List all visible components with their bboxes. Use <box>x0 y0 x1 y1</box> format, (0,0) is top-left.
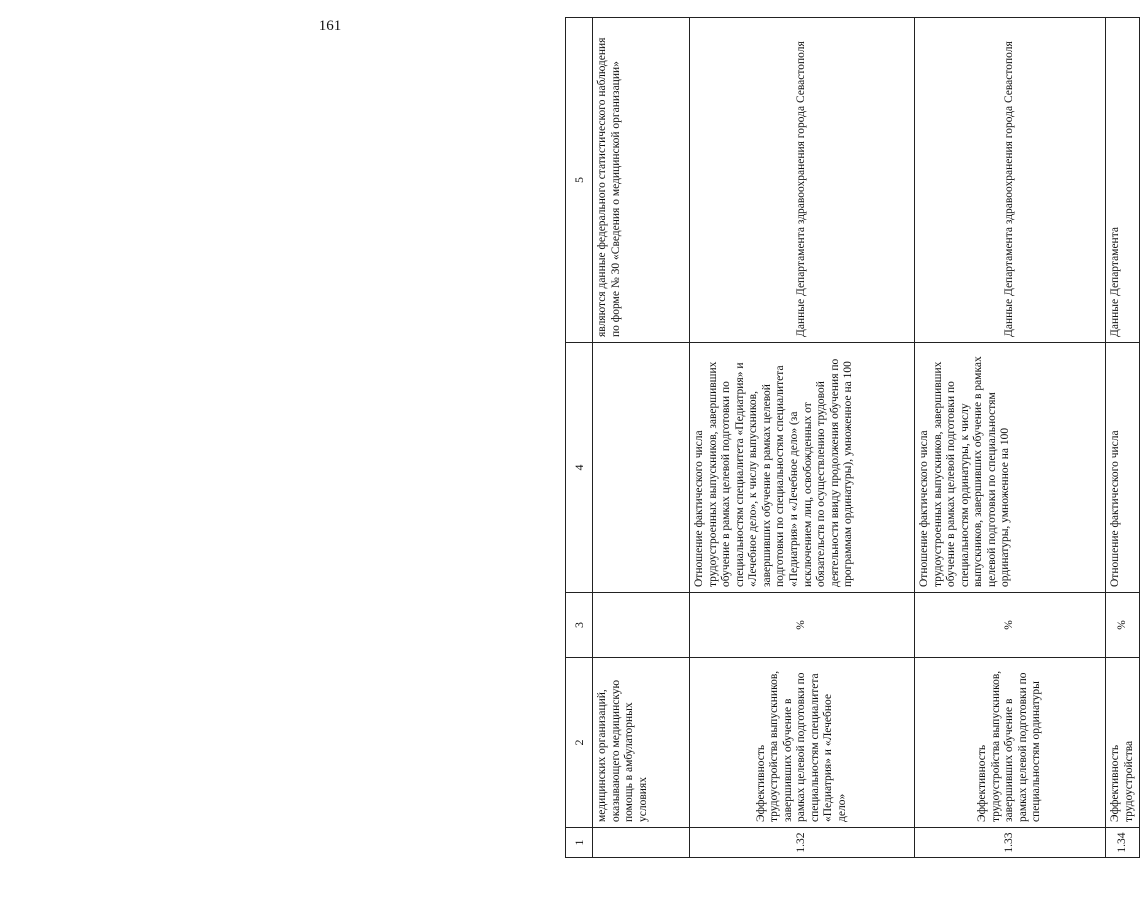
method-cell: Отношение фактического числа трудоустроенных выпускников, завершивших обучение в рамках целевой подготовки по специальностям ординатуры, к числу выпускников, завершивших обучение в рамках целевой подготовки по специальностям ординатуры, умноженное на 100 <box>915 343 1106 593</box>
source-cell: являются данные федерального статистического наблюдения по форме № 30 «Сведения о медицинской организации» <box>593 18 690 343</box>
header-cell-1: 1 <box>566 828 593 858</box>
unit-cell: % <box>690 593 915 658</box>
unit-cell: % <box>1106 593 1140 658</box>
row-number <box>593 828 690 858</box>
header-cell-4: 4 <box>566 343 593 593</box>
indicator-name: Эффективность трудоустройства выпускников, завершивших обучение в рамках целевой подготовки по специальностям ординатуры <box>915 658 1106 828</box>
table-row <box>690 18 915 858</box>
method-cell: Отношение фактического числа трудоустроенных выпускников, завершивших обучение в рамках целевой подготовки по специальностям специалитета «Педиатрия» и «Лечебное дело», к числу выпускников, завершивших обучение в рамках целевой подготовки по специальностям специалитета «Педиатрия» и «Лечебное дело» (за исключением лиц, освобожденных от обязательств по осуществлению трудовой деятельности ввиду продолжения обучения по программам ординатуры), умноженное на 100 <box>690 343 915 593</box>
indicator-name: медицинских организаций, оказывающего медицинскую помощь в амбулаторных условиях <box>593 658 690 828</box>
page-number: 161 <box>318 18 342 34</box>
header-cell-5: 5 <box>566 18 593 343</box>
source-cell: Данные Департамента здравоохранения города Севастополя <box>690 18 915 343</box>
table-row <box>1106 18 1140 858</box>
indicator-name: Эффективность трудоустройства выпускников, завершивших обучение в рамках целевой подготовки по специальностям специалитета «Педиатрия» и «Лечебное дело» <box>690 658 915 828</box>
rotated-table-container <box>565 18 1135 858</box>
indicator-name: Эффективность трудоустройства <box>1106 658 1140 828</box>
header-cell-3: 3 <box>566 593 593 658</box>
indicators-table <box>565 17 1140 858</box>
unit-cell: % <box>915 593 1106 658</box>
table-row <box>593 18 690 858</box>
table-row <box>915 18 1106 858</box>
header-cell-2: 2 <box>566 658 593 828</box>
row-number: 1.33 <box>915 828 1106 858</box>
table-header-row <box>566 18 593 858</box>
row-number: 1.32 <box>690 828 915 858</box>
source-cell: Данные Департамента здравоохранения города Севастополя <box>915 18 1106 343</box>
row-number: 1.34 <box>1106 828 1140 858</box>
unit-cell <box>593 593 690 658</box>
method-cell: Отношение фактического числа <box>1106 343 1140 593</box>
method-cell <box>593 343 690 593</box>
source-cell: Данные Департамента <box>1106 18 1140 343</box>
